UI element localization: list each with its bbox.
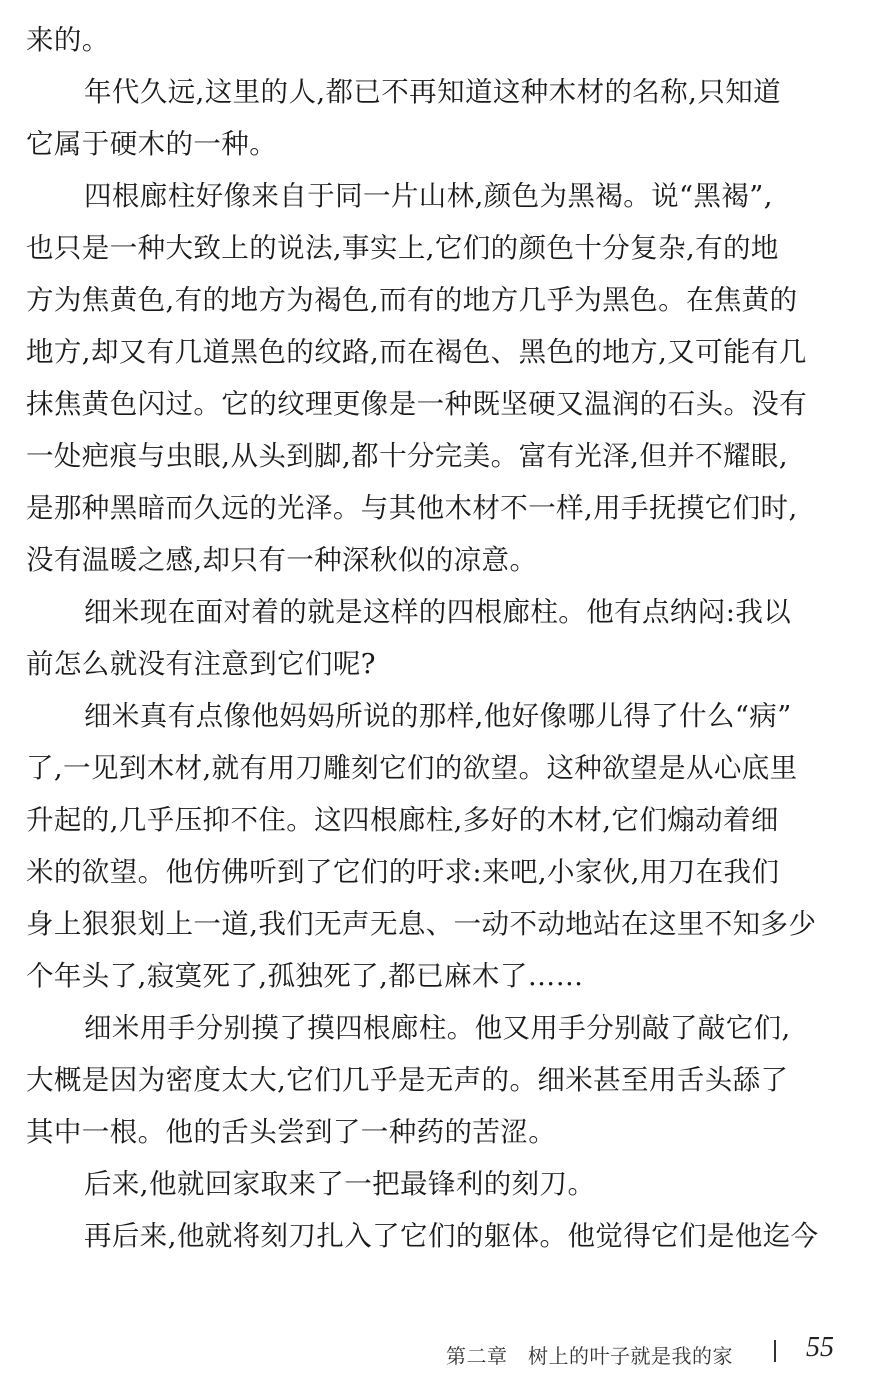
chapter-title: 第二章 树上的叶子就是我的家 <box>446 1344 733 1368</box>
text-line: 大概是因为密度太大,它们几乎是无声的。细米甚至用舌头舔了 <box>26 1064 789 1096</box>
text-line: 身上狠狠划上一道,我们无声无息、一动不动地站在这里不知多少 <box>26 908 817 940</box>
text-line: 没有温暖之感,却只有一种深秋似的凉意。 <box>26 544 538 576</box>
text-line: 年代久远,这里的人,都已不再知道这种木材的名称,只知道 <box>84 76 782 108</box>
text-line: 了,一见到木材,就有用刀雕刻它们的欲望。这种欲望是从心底里 <box>26 752 798 784</box>
page-number: 55 <box>806 1332 834 1363</box>
page-footer <box>0 1328 872 1372</box>
text-line: 细米现在面对着的就是这样的四根廊柱。他有点纳闷:我以 <box>84 596 792 628</box>
text-line: 来的。 <box>26 24 110 56</box>
text-line: 米的欲望。他仿佛听到了它们的吁求:来吧,小家伙,用刀在我们 <box>26 856 780 888</box>
text-line: 升起的,几乎压抑不住。这四根廊柱,多好的木材,它们煽动着细 <box>26 804 779 836</box>
text-line: 四根廊柱好像来自于同一片山林,颜色为黑褐。说“黑褐”, <box>84 180 773 212</box>
text-line: 细米用手分别摸了摸四根廊柱。他又用手分别敲了敲它们, <box>84 1012 791 1044</box>
text-line: 它属于硬木的一种。 <box>26 128 278 160</box>
text-line: 细米真有点像他妈妈所说的那样,他好像哪儿得了什么“病” <box>84 700 792 732</box>
text-line: 个年头了,寂寞死了,孤独死了,都已麻木了…… <box>26 960 584 992</box>
text-line: 地方,却又有几道黑色的纹路,而在褐色、黑色的地方,又可能有几 <box>26 336 807 368</box>
text-line: 后来,他就回家取来了一把最锋利的刻刀。 <box>84 1168 596 1200</box>
text-line: 方为焦黄色,有的地方为褐色,而有的地方几乎为黑色。在焦黄的 <box>26 284 798 316</box>
text-line: 一处疤痕与虫眼,从头到脚,都十分完美。富有光泽,但并不耀眼, <box>26 440 788 472</box>
footer-divider <box>774 1340 776 1362</box>
text-line: 再后来,他就将刻刀扎入了它们的躯体。他觉得它们是他迄今 <box>84 1220 819 1252</box>
text-line: 其中一根。他的舌头尝到了一种药的苦涩。 <box>26 1116 557 1148</box>
body-text <box>26 14 844 1262</box>
text-line: 是那种黑暗而久远的光泽。与其他木材不一样,用手抚摸它们时, <box>26 492 798 524</box>
text-line: 抹焦黄色闪过。它的纹理更像是一种既坚硬又温润的石头。没有 <box>26 388 808 420</box>
text-line: 也只是一种大致上的说法,事实上,它们的颜色十分复杂,有的地 <box>26 232 779 264</box>
text-line: 前怎么就没有注意到它们呢? <box>26 648 376 680</box>
